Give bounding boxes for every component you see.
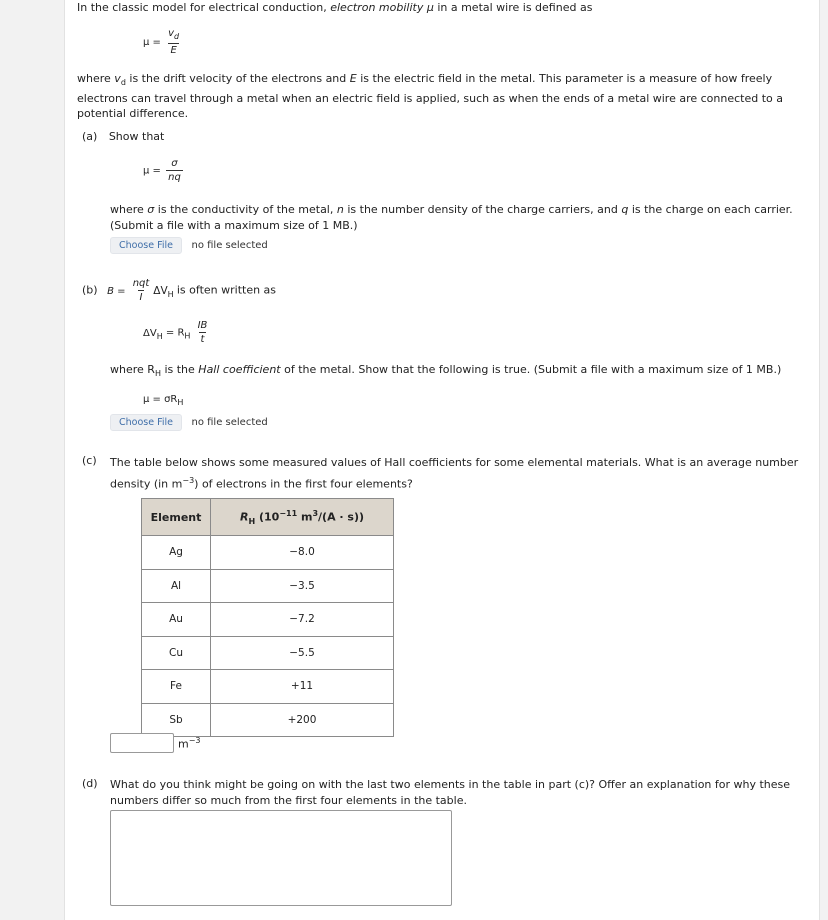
superscript: −11 <box>279 508 298 518</box>
value-cell: +200 <box>211 703 394 737</box>
subscript: H <box>184 331 191 341</box>
part-c-label: (c) <box>82 454 97 467</box>
text: R <box>239 510 249 524</box>
table-row <box>142 670 394 704</box>
field-symbol: E <box>349 72 357 85</box>
part-d-question: What do you think might be going on with the last two elements in the table in part (c)? Offer an explanation for why these numbers differ so much from the first four elements in the table. <box>110 778 791 807</box>
mu-symbol: μ <box>426 1 434 14</box>
table-row <box>142 703 394 737</box>
text: is the electric field in the metal. This parameter is a measure of how freely electrons can travel through a metal when an electric field is applied, such as when the ends of a metal wire are connected to a potential difference. <box>77 72 784 121</box>
text: (10 <box>255 510 280 524</box>
text: is often written as <box>176 283 277 297</box>
subscript: H <box>248 516 256 526</box>
text: where R <box>110 363 155 376</box>
fraction-denominator: t <box>200 334 205 345</box>
fraction-denominator: nq <box>168 172 181 183</box>
part-a-label <box>82 130 164 143</box>
choose-file-button[interactable]: Choose File <box>110 237 182 254</box>
part-b-target-equation <box>143 394 183 407</box>
part-b-header <box>82 278 276 303</box>
text: m <box>297 510 313 524</box>
element-cell: Sb <box>142 703 211 737</box>
element-cell: Ag <box>142 536 211 570</box>
table-row <box>142 569 394 603</box>
table-header-row <box>142 499 394 536</box>
n-symbol: n <box>336 203 344 216</box>
delta-v: ΔV <box>143 327 157 339</box>
element-cell: Al <box>142 569 211 603</box>
equals-r: = R <box>165 327 185 339</box>
mobility-equation <box>143 28 183 56</box>
table-row <box>142 536 394 570</box>
text: of the metal. Show that the following is true. (Submit a file with a maximum size of 1 MB.) <box>284 363 782 376</box>
fraction-numerator: v <box>168 28 175 39</box>
fraction-denominator: E <box>170 45 177 56</box>
file-status: no file selected <box>191 240 268 251</box>
text: is the charge on each carrier. (Submit a file with a maximum size of 1 MB.) <box>110 203 793 232</box>
table-row <box>142 603 394 637</box>
fraction-numerator: σ <box>171 158 178 169</box>
intro-description <box>77 71 802 122</box>
explanation-textarea[interactable] <box>110 810 452 906</box>
text: is the number density of the charge carriers, and <box>347 203 618 216</box>
fraction-denominator: I <box>139 292 143 303</box>
equation-lhs: μ = <box>143 37 161 48</box>
superscript: −3 <box>182 476 195 485</box>
value-cell: −5.5 <box>211 636 394 670</box>
part-c-question <box>110 454 810 494</box>
question-page <box>64 0 820 920</box>
drift-velocity-symbol: v <box>114 72 121 85</box>
superscript: 3 <box>312 508 319 518</box>
part-a-where <box>110 202 810 233</box>
fraction <box>166 28 181 56</box>
label: (a) <box>82 130 98 143</box>
superscript: −3 <box>188 736 201 745</box>
fraction-numerator: nqt <box>132 278 150 289</box>
subscript: d <box>120 78 126 88</box>
text: The table below shows some measured values of Hall coefficients for some elemental materials. What is an average number density (in m <box>110 456 799 491</box>
part-d-label: (d) <box>82 777 98 790</box>
equation-lhs: B = <box>107 285 126 297</box>
hall-coefficient-term: Hall coefficient <box>198 363 281 376</box>
text: /(A · s)) <box>318 510 365 524</box>
file-status: no file selected <box>191 417 268 428</box>
subscript: H <box>154 369 161 379</box>
intro-text: In the classic model for electrical conduction, <box>77 1 327 14</box>
intro-term: electron mobility <box>330 1 424 14</box>
fraction <box>196 320 210 345</box>
prompt: Show that <box>108 130 165 143</box>
part-a-equation <box>143 158 185 183</box>
element-cell: Fe <box>142 670 211 704</box>
unit: m <box>178 737 189 751</box>
equation-lhs: μ = <box>143 165 161 177</box>
delta-v: ΔV <box>153 284 168 297</box>
fraction <box>166 158 183 183</box>
fraction-numerator: IB <box>197 320 208 331</box>
subscript: H <box>177 398 184 407</box>
part-b-where <box>110 363 781 378</box>
text: is the <box>164 363 195 376</box>
text: ) of electrons in the first four elements? <box>194 477 413 491</box>
column-header-hall-coefficient <box>211 499 394 536</box>
element-cell: Au <box>142 603 211 637</box>
value-cell: −8.0 <box>211 536 394 570</box>
fraction <box>131 278 152 303</box>
hall-coefficient-table <box>141 498 394 737</box>
sigma-symbol: σ <box>147 203 155 216</box>
answer-unit <box>178 736 201 751</box>
number-density-input[interactable] <box>110 733 174 753</box>
choose-file-button[interactable]: Choose File <box>110 414 182 431</box>
text: is the drift velocity of the electrons and <box>129 72 347 85</box>
hall-voltage-equation <box>143 320 211 345</box>
equation: μ = σR <box>143 394 178 405</box>
intro-text-end: in a metal wire is defined as <box>437 1 593 14</box>
text: where <box>77 72 111 85</box>
part-a-file-upload <box>110 237 268 254</box>
subscript: H <box>167 289 174 299</box>
column-header-element: Element <box>142 499 211 536</box>
part-b-equation <box>107 278 177 303</box>
subscript: H <box>156 331 163 341</box>
subscript: d <box>174 32 180 41</box>
text: where <box>110 203 144 216</box>
value-cell: +11 <box>211 670 394 704</box>
element-cell: Cu <box>142 636 211 670</box>
table-row <box>142 636 394 670</box>
part-b-file-upload <box>110 414 268 431</box>
q-symbol: q <box>621 203 629 216</box>
value-cell: −3.5 <box>211 569 394 603</box>
intro-line <box>77 1 592 14</box>
text: is the conductivity of the metal, <box>157 203 334 216</box>
value-cell: −7.2 <box>211 603 394 637</box>
label: (b) <box>82 283 98 297</box>
